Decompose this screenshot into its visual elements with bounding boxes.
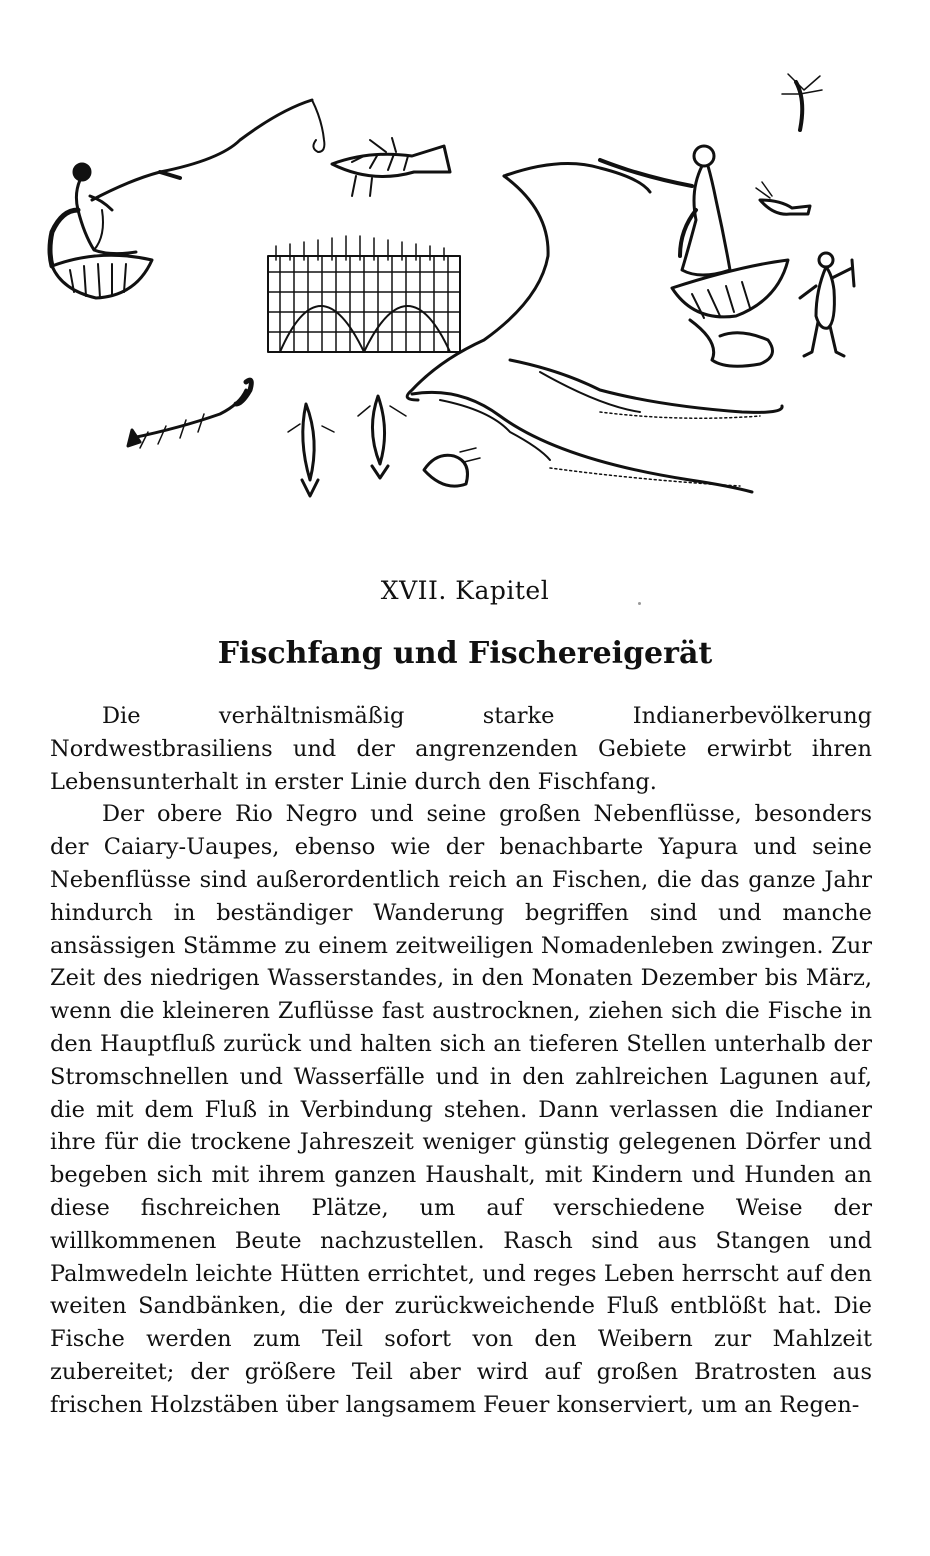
river-outline — [407, 164, 782, 493]
left-canoe-fisherman — [50, 100, 324, 298]
small-crab — [424, 448, 480, 486]
standing-figure — [800, 253, 854, 356]
body-text — [50, 700, 872, 1422]
mosquito-top-right — [782, 74, 822, 130]
chapter-label: XVII. Kapitel — [380, 576, 550, 605]
paragraph: Der obere Rio Negro und seine großen Nebenflüsse, besonders der Caiary-Uaupes, ebenso wie der benachbarte Yapura und seine Nebenflüsse sind außerordentlich reich an Fischen, die das ganze Jahr hindurch in beständiger Wanderung begriffen sind und manche ansässigen Stämme zu einem zeitweiligen Nomadenleben zwingen. Zur Zeit des niedrigen Wasserstandes, in den Monaten Dezember bis März, wenn die kleineren Zuflüsse fast austrocknen, ziehen sich die Fische in den Hauptfluß zurück und halten sich an tieferen Stellen unterhalb der Stromschnellen und Wasserfälle und in den zahlreichen Lagunen auf, die mit dem Fluß in Verbindung stehen. Dann verlassen die Indianer ihre für die trockene Jahreszeit weniger günstig gelegenen Dörfer und begeben sich mit ihrem ganzen Haushalt, mit Kindern und Hunden an diese fischreichen Plätze, um auf verschiedene Weise der willkommenen Beute nachzustellen. Rasch sind aus Stangen und Palmwedeln leichte Hütten errichtet, und reges Leben herrscht auf den weiten Sandbänken, die der zurückweichende Fluß entblößt hat. Die Fische werden zum Teil sofort von den Weibern zur Mahlzeit zubereitet; der größere Teil aber wird auf großen Bratrosten aus frischen Holzstäben über langsamem Feuer konserviert, um an Regen- — [50, 801, 872, 1418]
small-fish-right — [756, 182, 810, 214]
chapter-title: Fischfang und Fischereigerät — [217, 636, 713, 671]
shrimp-lower-left — [128, 380, 251, 448]
fish-vertical-1 — [288, 404, 334, 496]
fishing-scene-illustration — [40, 60, 880, 510]
hooked-fish — [332, 138, 450, 196]
fish-vertical-2 — [358, 396, 406, 478]
print-speck — [638, 602, 641, 605]
fish-trap — [268, 236, 460, 352]
paragraph: Die verhältnismäßig starke Indianerbevölkerung Nordwestbrasiliens und der angrenzenden Gebiete erwirbt ihren Lebensunterhalt in erster Linie durch den Fischfang. — [50, 703, 872, 795]
right-canoe-figure — [600, 146, 788, 366]
